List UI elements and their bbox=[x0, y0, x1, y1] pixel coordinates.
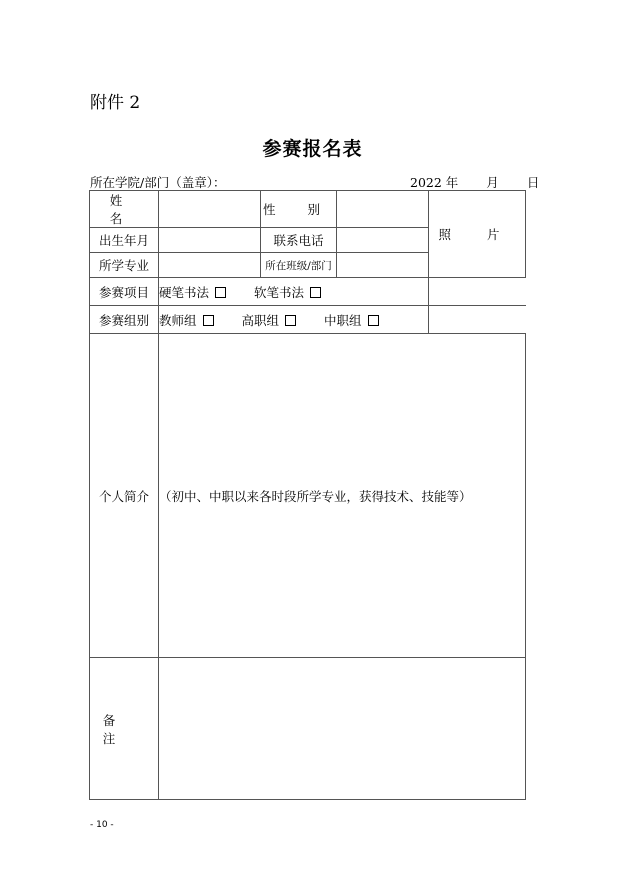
class-field[interactable] bbox=[337, 253, 429, 278]
gender-label: 性 别 bbox=[261, 191, 337, 228]
option-soft-brush[interactable]: 软笔书法 bbox=[254, 285, 321, 300]
date-line bbox=[410, 173, 539, 191]
checkbox-soft-brush[interactable] bbox=[310, 287, 321, 298]
checkbox-hard-pen[interactable] bbox=[215, 287, 226, 298]
class-label: 所在班级/部门 bbox=[261, 253, 337, 278]
name-label: 姓 名 bbox=[90, 191, 159, 228]
birth-label: 出生年月 bbox=[90, 228, 159, 253]
option-teacher[interactable]: 教师组 bbox=[159, 313, 214, 328]
option-secondary-vocational[interactable]: 中职组 bbox=[324, 313, 379, 328]
group-options bbox=[159, 306, 429, 334]
event-trailing-cell bbox=[429, 278, 526, 306]
event-label: 参赛项目 bbox=[90, 278, 159, 306]
birth-field[interactable] bbox=[159, 228, 261, 253]
major-field[interactable] bbox=[159, 253, 261, 278]
remarks-field[interactable] bbox=[159, 658, 526, 800]
registration-form-table bbox=[89, 190, 526, 800]
event-options bbox=[159, 278, 429, 306]
intro-field[interactable] bbox=[159, 334, 526, 658]
checkbox-higher-vocational[interactable] bbox=[285, 315, 296, 326]
intro-label: 个人简介 bbox=[90, 334, 159, 658]
form-title: 参赛报名表 bbox=[262, 138, 363, 160]
intro-hint: （初中、中职以来各时段所学专业，获得技术、技能等） bbox=[159, 488, 472, 504]
row-event bbox=[90, 278, 526, 306]
phone-field[interactable] bbox=[337, 228, 429, 253]
row-group bbox=[90, 306, 526, 334]
gender-field[interactable] bbox=[337, 191, 429, 228]
row-remarks bbox=[90, 658, 526, 800]
group-trailing-cell bbox=[429, 306, 526, 334]
phone-label: 联系电话 bbox=[261, 228, 337, 253]
page-number: - 10 - bbox=[90, 820, 114, 830]
date-month: 月 bbox=[486, 175, 499, 190]
school-department-label: 所在学院/部门（盖章）： bbox=[90, 175, 226, 190]
remarks-label: 备 注 bbox=[90, 658, 159, 800]
name-field[interactable] bbox=[159, 191, 261, 228]
row-intro bbox=[90, 334, 526, 658]
checkbox-teacher[interactable] bbox=[203, 315, 214, 326]
photo-label: 照 片 bbox=[438, 227, 516, 242]
option-higher-vocational[interactable]: 高职组 bbox=[242, 313, 297, 328]
major-label: 所学专业 bbox=[90, 253, 159, 278]
option-hard-pen[interactable]: 硬笔书法 bbox=[159, 285, 226, 300]
date-year: 2022 年 bbox=[410, 175, 459, 190]
date-day: 日 bbox=[526, 175, 540, 190]
group-label: 参赛组别 bbox=[90, 306, 159, 334]
photo-cell[interactable] bbox=[429, 191, 526, 278]
row-name-gender bbox=[90, 191, 526, 228]
attachment-label: 附件 2 bbox=[90, 93, 141, 113]
checkbox-secondary-vocational[interactable] bbox=[368, 315, 379, 326]
